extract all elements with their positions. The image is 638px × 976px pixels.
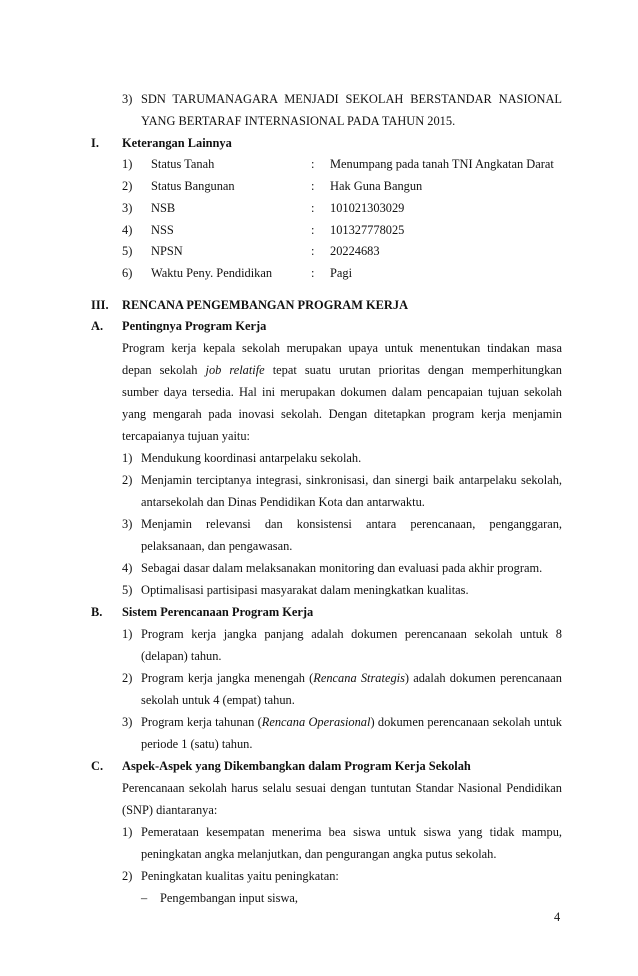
list-item-continued: antarsekolah dan Dinas Pendidikan Kota dan antarwaktu. bbox=[141, 495, 425, 509]
paragraph-line: YANG BERTARAF INTERNASIONAL PADA TAHUN 2015. bbox=[141, 114, 456, 128]
row-colon: : bbox=[311, 244, 315, 258]
dash-item: Pengembangan input siswa, bbox=[160, 891, 298, 905]
paragraph-line: (SNP) diantaranya: bbox=[122, 803, 218, 817]
subsection-title: Pentingnya Program Kerja bbox=[122, 319, 267, 333]
list-number: 3) bbox=[122, 92, 133, 106]
list-item: Program kerja jangka panjang adalah dokumen perencanaan sekolah untuk 8 bbox=[141, 627, 562, 641]
list-number: 2) bbox=[122, 473, 133, 487]
list-item: Peningkatan kualitas yaitu peningkatan: bbox=[141, 869, 339, 883]
row-label: Status Tanah bbox=[151, 157, 215, 171]
subsection-title: Sistem Perencanaan Program Kerja bbox=[122, 605, 314, 619]
section-title: RENCANA PENGEMBANGAN PROGRAM KERJA bbox=[122, 298, 409, 312]
row-colon: : bbox=[311, 201, 315, 215]
list-item-continued: pelaksanaan, dan pengawasan. bbox=[141, 539, 293, 553]
paragraph-line: Program kerja kepala sekolah merupakan upaya untuk menentukan tindakan masa bbox=[122, 341, 562, 355]
list-item-continued: (delapan) tahun. bbox=[141, 649, 222, 663]
list-number: 3) bbox=[122, 517, 133, 531]
row-value: Menumpang pada tanah TNI Angkatan Darat bbox=[330, 157, 554, 171]
subsection-number: B. bbox=[91, 605, 103, 619]
row-number: 3) bbox=[122, 201, 133, 215]
list-number: 1) bbox=[122, 451, 133, 465]
subsection-number: C. bbox=[91, 759, 104, 773]
row-value: Pagi bbox=[330, 266, 353, 280]
list-number: 1) bbox=[122, 627, 133, 641]
row-value: 101327778025 bbox=[330, 223, 405, 237]
dash-bullet: – bbox=[141, 891, 148, 905]
row-value: 101021303029 bbox=[330, 201, 405, 215]
page-number: 4 bbox=[554, 910, 561, 924]
list-number: 2) bbox=[122, 869, 133, 883]
row-label: NSB bbox=[151, 201, 176, 215]
row-label: Status Bangunan bbox=[151, 179, 235, 193]
row-value: 20224683 bbox=[330, 244, 380, 258]
list-number: 3) bbox=[122, 715, 133, 729]
list-item: Mendukung koordinasi antarpelaku sekolah. bbox=[141, 451, 362, 465]
row-colon: : bbox=[311, 157, 315, 171]
row-label: NPSN bbox=[151, 244, 183, 258]
list-number: 5) bbox=[122, 583, 133, 597]
row-value: Hak Guna Bangun bbox=[330, 179, 423, 193]
list-item: Program kerja tahunan (Rencana Operasional) dokumen perencanaan sekolah untuk bbox=[141, 715, 562, 729]
list-item-continued: periode 1 (satu) tahun. bbox=[141, 737, 253, 751]
row-colon: : bbox=[311, 266, 315, 280]
subsection-number: A. bbox=[91, 319, 104, 333]
paragraph-line: SDN TARUMANAGARA MENJADI SEKOLAH BERSTANDAR NASIONAL bbox=[141, 92, 562, 106]
list-item-continued: sekolah untuk 4 (empat) tahun. bbox=[141, 693, 295, 707]
paragraph-line: yang mengarah pada inovasi sekolah. Dengan ditetapkan program kerja menjamin bbox=[122, 407, 562, 421]
paragraph-line: depan sekolah job relatife tepat suatu urutan prioritas dengan memperhitungkan bbox=[122, 363, 562, 377]
row-number: 5) bbox=[122, 244, 133, 258]
list-number: 2) bbox=[122, 671, 133, 685]
paragraph-line: tercapaianya tujuan yaitu: bbox=[122, 429, 250, 443]
row-colon: : bbox=[311, 223, 315, 237]
subsection-title: Aspek-Aspek yang Dikembangkan dalam Program Kerja Sekolah bbox=[122, 759, 471, 773]
row-number: 6) bbox=[122, 266, 133, 280]
paragraph-line: Perencanaan sekolah harus selalu sesuai dengan tuntutan Standar Nasional Pendidikan bbox=[122, 781, 562, 795]
list-item: Pemerataan kesempatan menerima bea siswa untuk siswa yang tidak mampu, bbox=[141, 825, 562, 839]
section-number: III. bbox=[91, 298, 109, 312]
list-number: 1) bbox=[122, 825, 133, 839]
list-item: Optimalisasi partisipasi masyarakat dalam meningkatkan kualitas. bbox=[141, 583, 469, 597]
row-label: NSS bbox=[151, 223, 174, 237]
row-label: Waktu Peny. Pendidikan bbox=[151, 266, 273, 280]
section-title: Keterangan Lainnya bbox=[122, 136, 232, 150]
list-item: Sebagai dasar dalam melaksanakan monitoring dan evaluasi pada akhir program. bbox=[141, 561, 543, 575]
list-item: Menjamin terciptanya integrasi, sinkronisasi, dan sinergi baik antarpelaku sekolah, bbox=[141, 473, 562, 487]
section-number: I. bbox=[91, 136, 99, 150]
row-number: 1) bbox=[122, 157, 133, 171]
list-item: Program kerja jangka menengah (Rencana Strategis) adalah dokumen perencanaan bbox=[141, 671, 562, 685]
list-item: Menjamin relevansi dan konsistensi antara perencanaan, penganggaran, bbox=[141, 517, 562, 531]
row-number: 4) bbox=[122, 223, 133, 237]
row-number: 2) bbox=[122, 179, 133, 193]
row-colon: : bbox=[311, 179, 315, 193]
list-item-continued: peningkatan angka melanjutkan, dan pengurangan angka putus sekolah. bbox=[141, 847, 497, 861]
list-number: 4) bbox=[122, 561, 133, 575]
paragraph-line: sumber daya tersedia. Hal ini merupakan dokumen dalam pencapaian tujuan sekolah bbox=[122, 385, 562, 399]
